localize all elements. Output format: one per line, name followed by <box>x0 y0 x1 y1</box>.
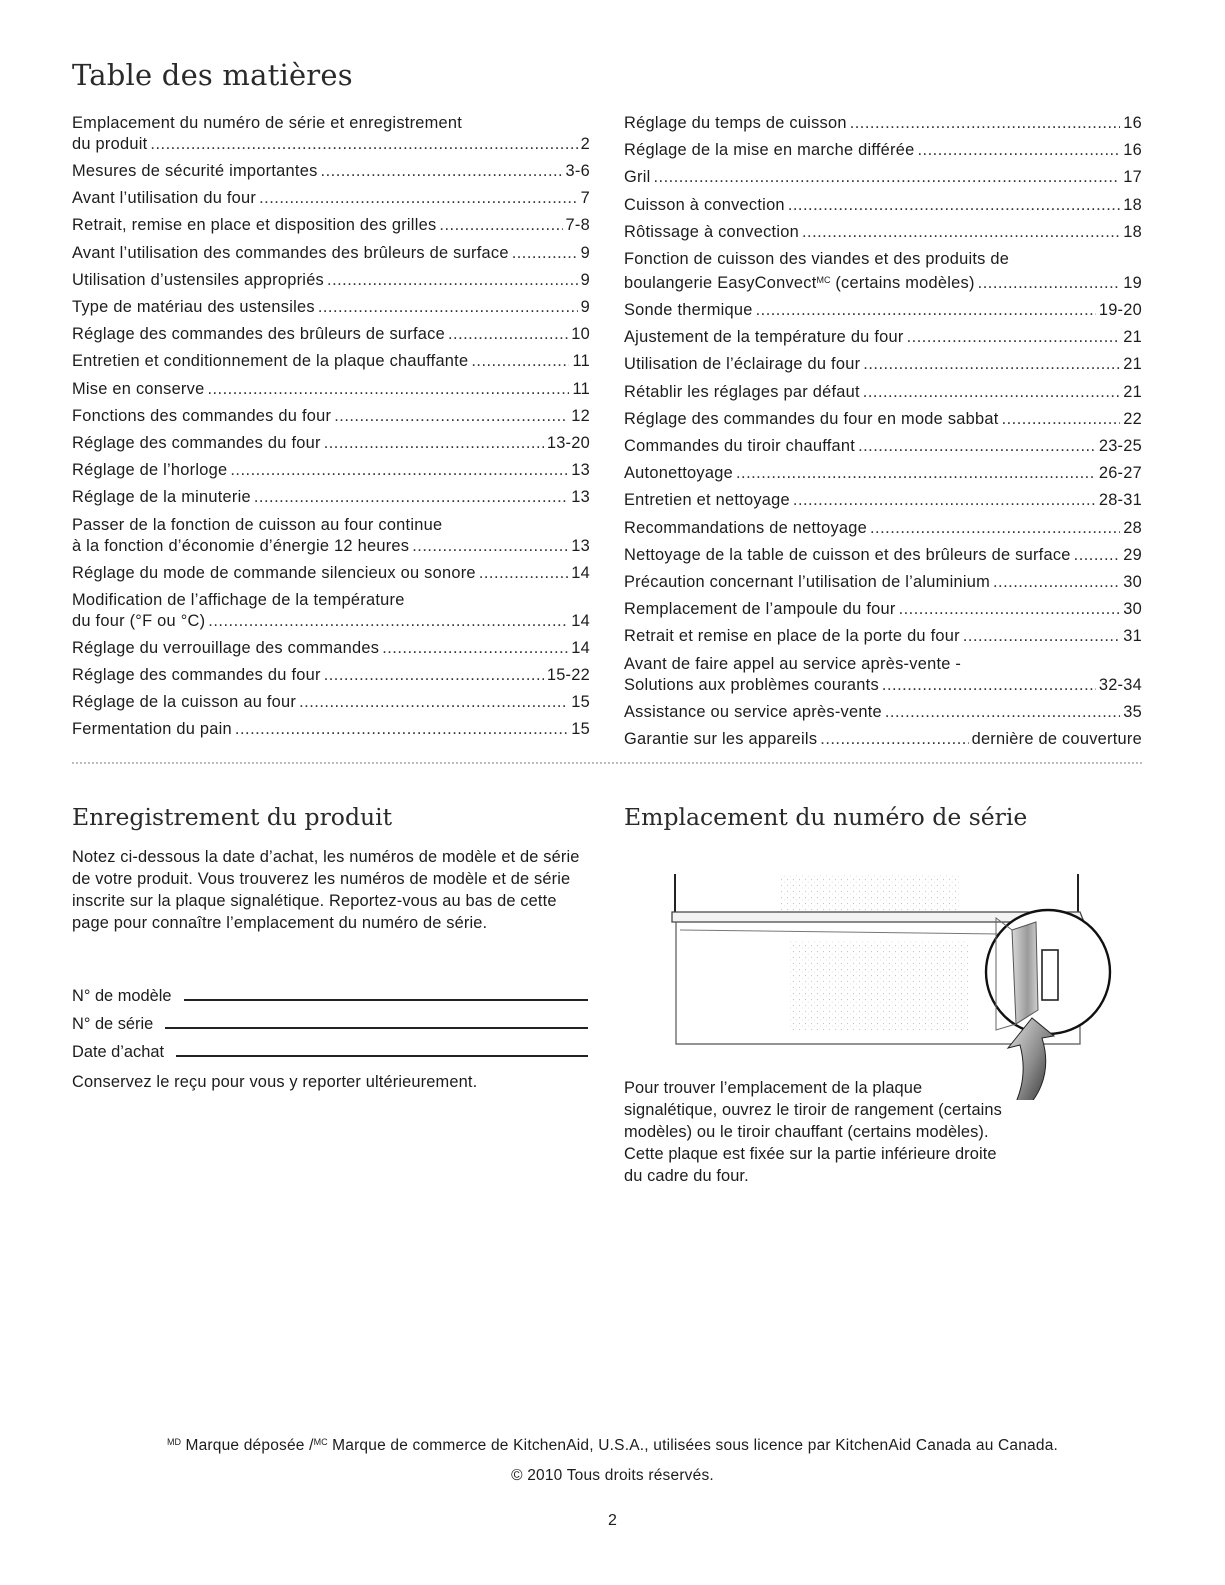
toc-leader-dots <box>863 351 1120 378</box>
toc-entry-page: 13 <box>571 488 590 507</box>
toc-entry <box>72 110 590 158</box>
toc-leader-dots <box>259 185 578 212</box>
purchase-date-label: Date d’achat <box>72 1043 165 1061</box>
toc-entry <box>72 689 590 716</box>
toc-entry-label-line2 <box>624 270 975 294</box>
toc-entry <box>624 351 1142 378</box>
toc-entry-page: 23-25 <box>1098 437 1142 456</box>
toc-entry <box>72 185 590 212</box>
toc-entry-label-text: à la fonction d’économie d’énergie 12 heures <box>72 536 410 555</box>
toc-entry-page: 10 <box>571 325 590 344</box>
toc-entry-page: 19-20 <box>1098 301 1142 320</box>
toc-entry <box>624 460 1142 487</box>
toc-entry-label-text: du produit <box>72 135 148 153</box>
toc-entry <box>72 240 590 267</box>
toc-entry-label: Retrait et remise en place de la porte du four <box>624 627 960 646</box>
toc-entry-label: Gril <box>624 168 651 187</box>
toc-entry-label: Type de matériau des ustensiles <box>72 298 315 317</box>
toc-entry-page: 13 <box>571 536 590 555</box>
toc-leader-dots <box>882 675 1096 696</box>
toc-entry-page: 21 <box>1123 382 1142 401</box>
toc-right-column <box>624 110 1142 753</box>
toc-entry <box>72 560 590 587</box>
toc-entry <box>624 406 1142 433</box>
toc-leader-dots <box>230 457 568 484</box>
toc-entry-label: Garantie sur les appareils <box>624 729 818 748</box>
toc-entry <box>72 348 590 375</box>
toc-entry-page: 16 <box>1123 114 1142 132</box>
toc-leader-dots <box>318 294 578 321</box>
toc-entry <box>72 294 590 321</box>
toc-entry-label: Ajustement de la température du four <box>624 328 904 347</box>
toc-entry-label: Réglage du mode de commande silencieux ou sonore <box>72 563 476 582</box>
toc-entry <box>624 297 1142 324</box>
toc-leader-dots <box>235 716 568 743</box>
toc-leader-dots <box>327 267 578 294</box>
toc-entry <box>624 623 1142 650</box>
toc-leader-dots <box>324 662 544 689</box>
toc-leader-dots <box>207 376 569 403</box>
model-number-line[interactable] <box>184 987 589 1001</box>
toc-entry-label: Avant l’utilisation du four <box>72 189 257 208</box>
toc-entry-label: Entretien et conditionnement de la plaque chauffante <box>72 352 469 371</box>
toc-leader-dots <box>802 219 1120 246</box>
toc-entry <box>624 164 1142 191</box>
toc-entry-page: 9 <box>580 243 590 262</box>
toc-entry-label: Réglage du verrouillage des commandes <box>72 638 380 657</box>
toc-entry <box>72 457 590 484</box>
model-number-field[interactable] <box>72 987 588 1006</box>
toc-leader-dots <box>978 273 1121 294</box>
md-superscript: MD <box>166 1437 181 1447</box>
toc-leader-dots <box>1074 542 1121 569</box>
toc-entry <box>72 662 590 689</box>
toc-leader-dots <box>382 635 568 662</box>
toc-entry-label: Précaution concernant l’utilisation de l’aluminium <box>624 573 990 592</box>
toc-entry-page: 30 <box>1123 600 1142 619</box>
toc-entry <box>624 192 1142 219</box>
toc-leader-dots <box>885 699 1120 726</box>
toc-entry <box>72 321 590 348</box>
toc-entry <box>624 726 1142 753</box>
toc-entry <box>624 596 1142 623</box>
toc-leader-dots <box>820 726 968 753</box>
toc-entry-label: Assistance ou service après-vente <box>624 702 882 721</box>
toc-entry-page: 3-6 <box>565 162 590 180</box>
toc-leader-dots <box>324 430 544 457</box>
page-number: 2 <box>608 1512 617 1529</box>
toc-entry-page: 30 <box>1123 573 1142 592</box>
toc-entry <box>624 379 1142 406</box>
model-number-label: N° de modèle <box>72 987 172 1005</box>
toc-entry-page: 28 <box>1123 518 1142 537</box>
purchase-date-line[interactable] <box>176 1043 588 1057</box>
toc-leader-dots <box>863 379 1120 406</box>
toc-entry-page: 31 <box>1123 627 1142 646</box>
toc-leader-dots <box>1002 406 1121 433</box>
toc-entry-label: Réglage du temps de cuisson <box>624 114 847 132</box>
toc-entry-label-line2 <box>72 536 409 557</box>
toc-leader-dots <box>850 110 1121 137</box>
toc-leader-dots <box>654 164 1121 191</box>
toc-leader-dots <box>756 297 1096 324</box>
toc-entry <box>72 587 590 635</box>
toc-entry-label: Mesures de sécurité importantes <box>72 162 318 180</box>
toc-leader-dots <box>858 433 1096 460</box>
copyright: © 2010 Tous droits réservés. <box>511 1467 714 1484</box>
toc-entry-label-text: Solutions aux problèmes courants <box>624 675 879 694</box>
toc-entry <box>72 512 590 560</box>
toc-leader-dots <box>439 212 562 239</box>
registration-paragraph: Notez ci-dessous la date d’achat, les numéros de modèle et de série de votre produit. Vous trouverez les numéros de modèle et de série inscrite sur la plaque signalétique. Reportez-vous au bas de cette page pour connaître l’emplacement du numéro de série. <box>72 848 580 932</box>
trademark-note <box>0 1437 1225 1455</box>
toc-leader-dots <box>993 569 1120 596</box>
toc-entry-page: 15 <box>571 693 590 712</box>
toc-entry-label: Rétablir les réglages par défaut <box>624 382 860 401</box>
serial-location-title: Emplacement du numéro de série <box>624 803 1028 831</box>
toc-entry-label: Réglage de l’horloge <box>72 461 228 480</box>
toc-entry-page: 14 <box>571 611 590 630</box>
mc-superscript: MC <box>313 1437 328 1447</box>
toc-entry-label: Réglage des commandes du four <box>72 666 321 685</box>
toc-entry-label-text: boulangerie EasyConvect <box>624 274 817 293</box>
toc-entry-page: 22 <box>1123 409 1142 428</box>
toc-entry-label: Réglage des commandes des brûleurs de surface <box>72 325 445 344</box>
toc-leader-dots <box>254 484 568 511</box>
trademark-text-b: Marque de commerce de KitchenAid, U.S.A., utilisées sous licence par KitchenAid Canada au Canada. <box>327 1437 1059 1454</box>
toc-entry-label: Réglage des commandes du four en mode sabbat <box>624 409 999 428</box>
toc-entry <box>72 212 590 239</box>
toc-entry <box>624 515 1142 542</box>
toc-entry <box>624 651 1142 699</box>
toc-entry <box>624 324 1142 351</box>
toc-leader-dots <box>793 487 1096 514</box>
registration-title: Enregistrement du produit <box>72 803 393 831</box>
toc-entry-label: Utilisation de l’éclairage du four <box>624 355 861 374</box>
toc-entry-page: 18 <box>1123 195 1142 214</box>
toc-entry-label: Rôtissage à convection <box>624 222 799 241</box>
toc-leader-dots <box>917 137 1120 164</box>
toc-entry <box>624 137 1142 164</box>
toc-entry <box>72 403 590 430</box>
toc-entry-label: Avant l’utilisation des commandes des brûleurs de surface <box>72 243 509 262</box>
toc-entry-label: Recommandations de nettoyage <box>624 518 867 537</box>
toc-entry-label-suffix: (certains modèles) <box>830 274 975 293</box>
toc-leader-dots <box>899 596 1121 623</box>
toc-entry-last-line <box>72 134 590 155</box>
toc-left-column <box>72 110 590 744</box>
toc-entry-label-line2 <box>72 134 147 155</box>
toc-entry-page: 9 <box>580 298 590 317</box>
toc-entry-page: 7-8 <box>565 216 590 235</box>
toc-entry-page: 12 <box>571 406 590 425</box>
toc-entry <box>624 110 1142 137</box>
toc-entry-label: Réglage de la cuisson au four <box>72 693 297 712</box>
toc-entry-page: 7 <box>580 189 590 208</box>
toc-entry-label-line2 <box>72 611 205 632</box>
toc-leader-dots <box>471 348 569 375</box>
toc-entry-label: Entretien et nettoyage <box>624 491 790 510</box>
toc-entry-label: Réglage des commandes du four <box>72 434 321 453</box>
toc-entry <box>624 487 1142 514</box>
serial-location-caption: Pour trouver l’emplacement de la plaque signalétique, ouvrez le tiroir de rangement (certains modèles) ou le tiroir chauffant (certains modèles). Cette plaque est fixée sur la partie inférieure droite du cadre du four. <box>624 1079 1002 1185</box>
toc-entry-page: 14 <box>571 638 590 657</box>
toc-entry <box>624 699 1142 726</box>
toc-leader-dots <box>736 460 1096 487</box>
toc-leader-dots <box>150 134 577 155</box>
toc-entry <box>624 433 1142 460</box>
toc-entry-last-line <box>72 536 590 557</box>
toc-leader-dots <box>208 611 568 632</box>
toc-entry-page: dernière de couverture <box>971 729 1142 748</box>
toc-entry-page: 35 <box>1123 702 1142 721</box>
toc-entry-label-text: du four (°F ou °C) <box>72 611 206 630</box>
toc-entry-page: 19 <box>1123 274 1142 293</box>
toc-entry-label: Sonde thermique <box>624 301 753 320</box>
toc-leader-dots <box>788 192 1120 219</box>
serial-number-label: N° de série <box>72 1015 154 1033</box>
toc-entry-label: Réglage de la minuterie <box>72 488 251 507</box>
toc-entry-last-line <box>624 270 1142 294</box>
toc-entry <box>72 267 590 294</box>
toc-leader-dots <box>512 240 578 267</box>
toc-entry-page: 2 <box>580 135 590 153</box>
toc-entry-label-line1: Avant de faire appel au service après-vente - <box>624 654 962 673</box>
toc-leader-dots <box>299 689 568 716</box>
toc-leader-dots <box>334 403 568 430</box>
toc-entry-label-line1: Fonction de cuisson des viandes et des produits de <box>624 250 1010 269</box>
toc-leader-dots <box>412 536 568 557</box>
toc-title: Table des matières <box>72 58 353 92</box>
toc-entry <box>72 484 590 511</box>
toc-entry-page: 17 <box>1123 168 1142 187</box>
toc-entry-page: 9 <box>580 270 590 289</box>
toc-entry-page: 11 <box>572 352 590 371</box>
toc-entry-page: 21 <box>1123 328 1142 347</box>
toc-entry-label: Retrait, remise en place et disposition des grilles <box>72 216 437 235</box>
toc-entry <box>624 569 1142 596</box>
toc-entry-page: 26-27 <box>1098 464 1142 483</box>
toc-entry-page: 13 <box>571 461 590 480</box>
toc-entry-page: 21 <box>1123 355 1142 374</box>
toc-entry-label: Nettoyage de la table de cuisson et des brûleurs de surface <box>624 545 1071 564</box>
toc-entry-label-line1: Modification de l’affichage de la température <box>72 590 405 609</box>
toc-leader-dots <box>448 321 568 348</box>
toc-entry-page: 28-31 <box>1098 491 1142 510</box>
toc-entry-last-line <box>624 675 1142 696</box>
toc-entry <box>624 542 1142 569</box>
toc-leader-dots <box>321 158 563 185</box>
trademark-text-a: Marque déposée / <box>180 1437 314 1454</box>
toc-entry-page: 15 <box>571 720 590 739</box>
toc-leader-dots <box>479 560 568 587</box>
serial-number-line[interactable] <box>165 1015 588 1029</box>
toc-entry-label-line1: Passer de la fonction de cuisson au four continue <box>72 515 443 534</box>
toc-entry <box>72 635 590 662</box>
toc-entry-label: Mise en conserve <box>72 379 205 398</box>
toc-entry-page: 15-22 <box>546 666 590 685</box>
trademark-superscript: MC <box>816 275 831 286</box>
toc-entry-label: Commandes du tiroir chauffant <box>624 437 856 456</box>
toc-entry-last-line <box>72 611 590 632</box>
toc-entry-label: Cuisson à convection <box>624 195 785 214</box>
toc-entry-page: 18 <box>1123 222 1142 241</box>
toc-entry-label: Fermentation du pain <box>72 720 232 739</box>
toc-entry <box>624 219 1142 246</box>
toc-entry-label: Réglage de la mise en marche différée <box>624 141 915 160</box>
toc-entry-label: Remplacement de l’ampoule du four <box>624 600 896 619</box>
toc-entry <box>72 716 590 743</box>
toc-entry-page: 29 <box>1123 545 1142 564</box>
toc-leader-dots <box>870 515 1120 542</box>
toc-entry-page: 13-20 <box>546 434 590 453</box>
toc-entry <box>72 430 590 457</box>
toc-entry-page: 32-34 <box>1098 675 1142 694</box>
toc-entry <box>624 246 1142 297</box>
serial-number-field[interactable] <box>72 1015 588 1034</box>
toc-entry-label: Fonctions des commandes du four <box>72 406 332 425</box>
toc-leader-dots <box>963 623 1120 650</box>
oven-drawer-illustration <box>660 860 1130 1100</box>
toc-entry-label: Utilisation d’ustensiles appropriés <box>72 270 325 289</box>
toc-entry-label: Autonettoyage <box>624 464 733 483</box>
toc-entry-page: 11 <box>572 379 590 398</box>
section-divider <box>72 762 1142 764</box>
purchase-date-field[interactable] <box>72 1043 588 1062</box>
toc-entry-label-line1: Emplacement du numéro de série et enregistrement <box>72 114 463 132</box>
toc-entry <box>72 158 590 185</box>
toc-entry-page: 16 <box>1123 141 1142 160</box>
toc-entry-page: 14 <box>571 563 590 582</box>
toc-entry <box>72 376 590 403</box>
toc-leader-dots <box>907 324 1121 351</box>
toc-entry-label-line2 <box>624 675 879 696</box>
receipt-note: Conservez le reçu pour vous y reporter ultérieurement. <box>72 1073 478 1091</box>
